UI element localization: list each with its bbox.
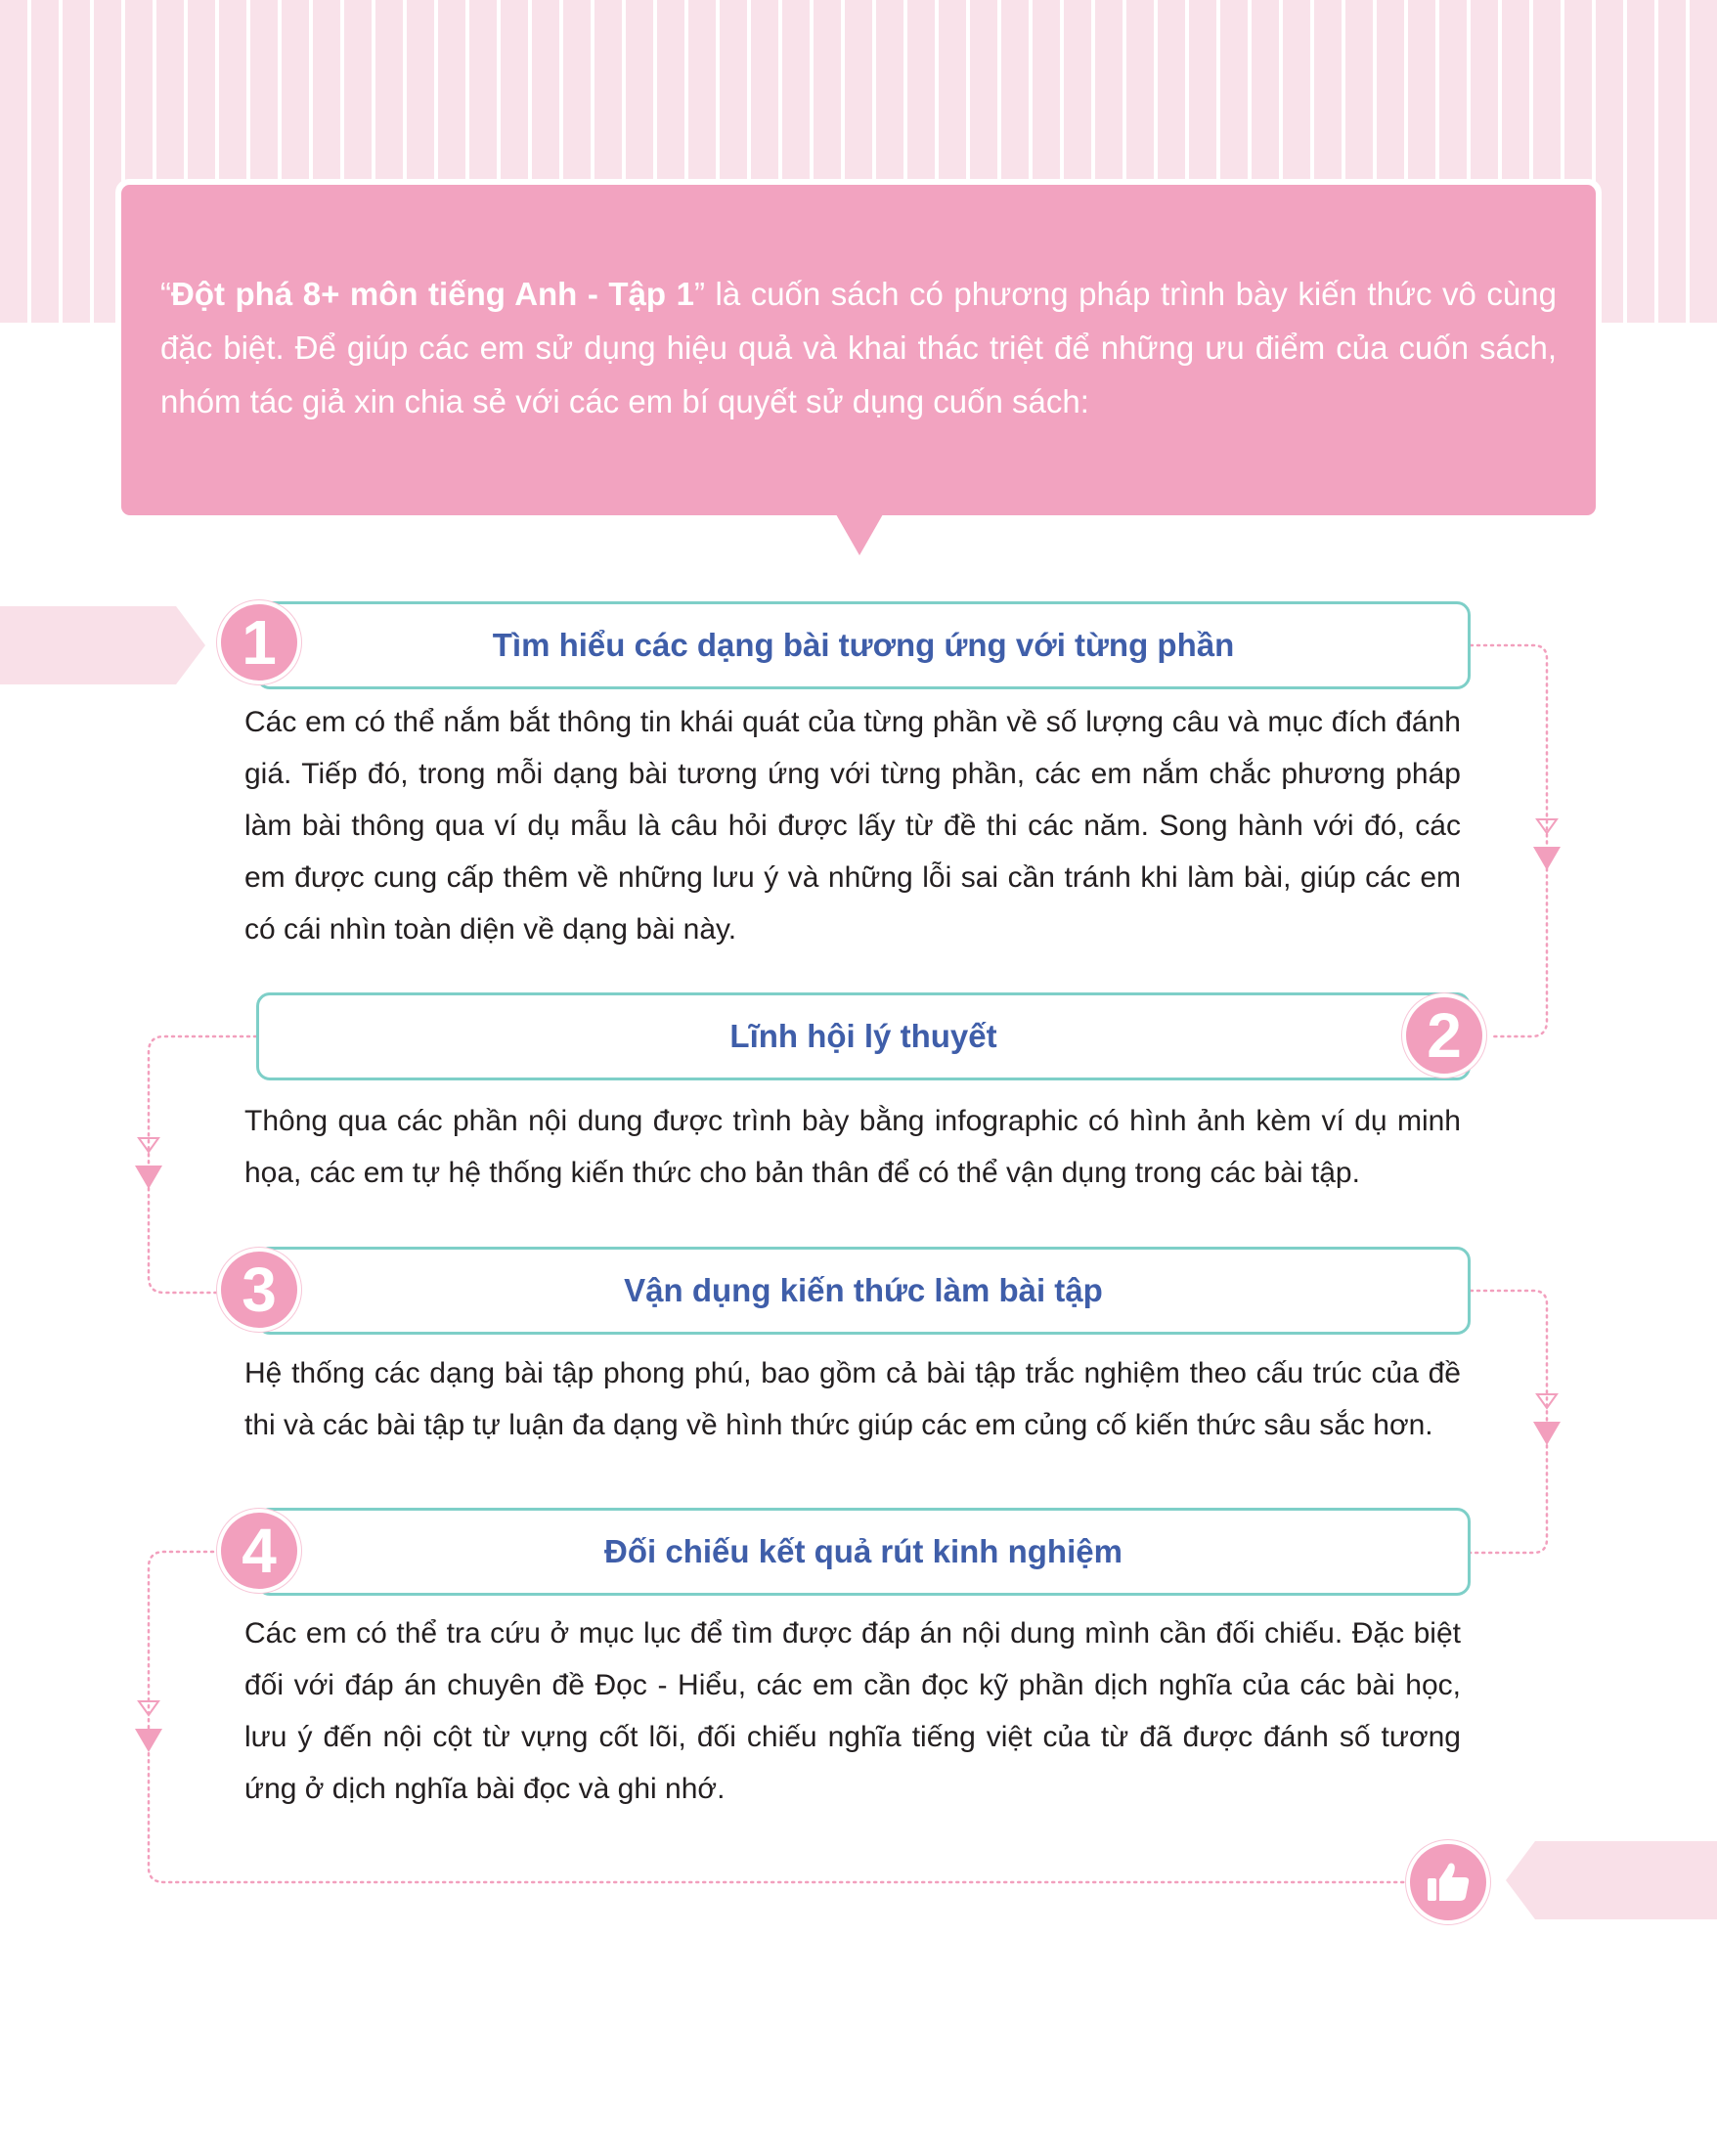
step-3-title: Vận dụng kiến thức làm bài tập [256, 1247, 1471, 1335]
step-4-number: 4 [217, 1509, 301, 1593]
step-2-title: Lĩnh hội lý thuyết [256, 992, 1471, 1080]
intro-text: là cuốn sách có phương pháp trình bày kiến thức vô cùng đặc biệt. Để giúp các em sử dụng hiệu quả và khai thác triệt để những ưu điểm của cuốn sách, nhóm tác giả xin chia sẻ với các em bí quyết sử dụng cuốn sách: [160, 276, 1557, 419]
step-3-text: Hệ thống các dạng bài tập phong phú, bao gồm cả bài tập trắc nghiệm theo cấu trúc của đề thi và các bài tập tự luận đa dạng về hình thức giúp các em củng cố kiến thức sâu sắc hơn. [244, 1357, 1461, 1441]
step-1-text: Các em có thể nắm bắt thông tin khái quát của từng phần về số lượng câu và mục đích đánh giá. Tiếp đó, trong mỗi dạng bài tương ứng với từng phần, các em nắm chắc phương pháp làm bài thông qua ví dụ mẫu là câu hỏi được lấy từ đề thi các năm. Song hành với đó, các em được cung cấp thêm về những lưu ý và những lỗi sai cần tránh khi làm bài, giúp các em có cái nhìn toàn diện về dạng bài này. [244, 706, 1461, 946]
step-1-title: Tìm hiểu các dạng bài tương ứng với từng phần [256, 601, 1471, 689]
intro-open-quote: “ [160, 276, 171, 312]
step-4-title: Đối chiếu kết quả rút kinh nghiệm [256, 1508, 1471, 1596]
step-1-number: 1 [217, 600, 301, 684]
connector-1-2 [1471, 645, 1547, 1036]
step-2-text: Thông qua các phần nội dung được trình bày bằng infographic có hình ảnh kèm ví dụ minh họa, các em tự hệ thống kiến thức cho bản thân để có thể vận dụng trong các bài tập. [244, 1105, 1461, 1189]
step-2-number: 2 [1402, 993, 1486, 1078]
thumbs-up-glyph [1424, 1858, 1473, 1907]
step-3-number: 3 [217, 1248, 301, 1332]
intro-close-quote: ” [693, 276, 705, 312]
intro-book-title: Đột phá 8+ môn tiếng Anh - Tập 1 [171, 276, 694, 312]
step-4-text: Các em có thể tra cứu ở mục lục để tìm được đáp án nội dung mình cần đối chiếu. Đặc biệt đối với đáp án chuyên đề Đọc - Hiểu, các em cần đọc kỹ phần dịch nghĩa của các bài học, lưu ý đến nội cột từ vựng cốt lõi, đối chiếu nghĩa tiếng việt của từ đã được đánh số tương ứng ở dịch nghĩa bài đọc và ghi nhớ. [244, 1617, 1461, 1805]
thumbs-up-icon [1406, 1840, 1490, 1924]
